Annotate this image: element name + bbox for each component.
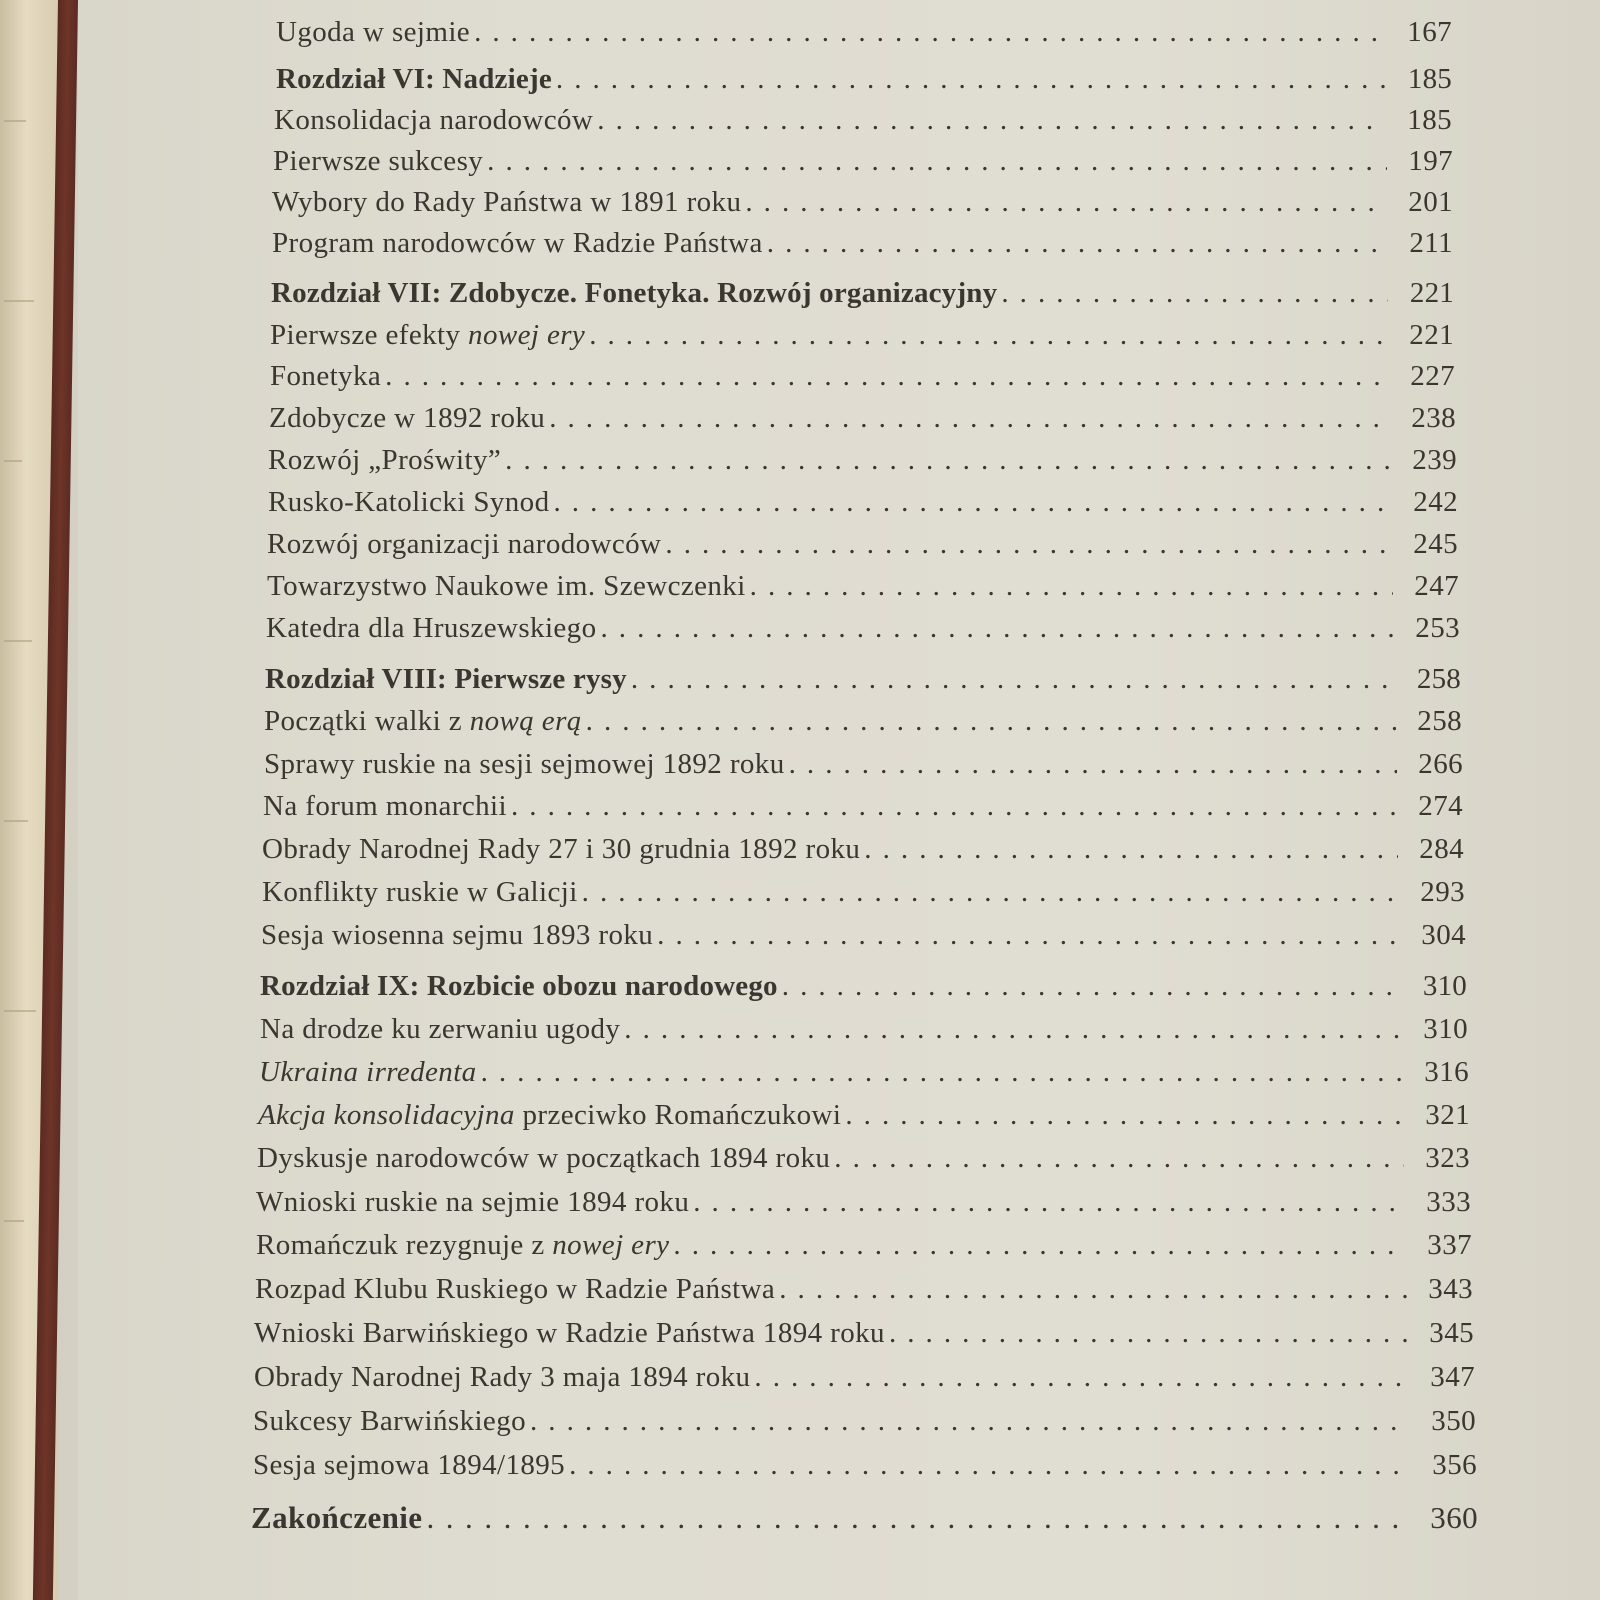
toc-entry-title-italic: nowej ery — [468, 319, 586, 351]
toc-entry-title: Pierwsze sukcesy — [273, 145, 484, 177]
toc-entry-title: Sesja sejmowa 1894/1895 — [253, 1449, 566, 1481]
toc-row — [255, 1273, 1473, 1306]
toc-leader-dots — [782, 970, 1401, 1003]
toc-page-number: 239 — [1412, 444, 1457, 476]
toc-leader-dots — [586, 705, 1396, 738]
toc-page-number: 316 — [1424, 1056, 1469, 1088]
toc-page-number: 310 — [1423, 1013, 1468, 1045]
toc-entry-title — [259, 1056, 481, 1089]
toc-row — [270, 360, 1455, 393]
toc-entry-title: Rozdział VI: Nadzieje — [276, 63, 552, 95]
toc-page-number: 284 — [1419, 833, 1464, 865]
toc-leader-dots — [750, 570, 1393, 603]
toc-leader-dots — [556, 63, 1386, 96]
toc-page-number: 347 — [1430, 1361, 1475, 1393]
toc-row — [264, 748, 1463, 781]
toc-page-number: 350 — [1431, 1405, 1476, 1437]
toc-leader-dots — [589, 319, 1388, 352]
toc-entry-title — [258, 1099, 845, 1132]
toc-entry-title-italic: Akcja konsolidacyjna — [258, 1099, 515, 1131]
toc-leader-dots — [767, 227, 1387, 260]
toc-row — [260, 1013, 1468, 1046]
toc-page-number: 337 — [1427, 1229, 1472, 1261]
toc-entry-title-part: Pierwsze efekty — [270, 319, 469, 351]
toc-page-number: 238 — [1411, 402, 1456, 434]
toc-entry-title: Zdobycze w 1892 roku — [269, 402, 546, 434]
toc-entry-title: Obrady Narodnej Rady 3 maja 1894 roku — [254, 1361, 751, 1393]
toc-page-number: 304 — [1421, 919, 1466, 951]
toc-page-number: 310 — [1422, 970, 1467, 1002]
toc-row — [256, 1186, 1471, 1219]
toc-entry-title: Na forum monarchii — [263, 790, 507, 822]
toc-entry-title: Rozdział IX: Rozbicie obozu narodowego — [260, 970, 778, 1002]
toc-entry-title-part: przeciwko Romańczukowi — [514, 1099, 842, 1131]
toc-entry-title-part: Początki walki z — [264, 705, 470, 737]
toc-page-number: 253 — [1415, 612, 1460, 644]
toc-leader-dots — [553, 486, 1392, 519]
toc-entry-title: Konflikty ruskie w Galicji — [262, 876, 578, 908]
toc-leader-dots — [505, 444, 1391, 477]
toc-row — [256, 1229, 1472, 1262]
toc-entry-title: Obrady Narodnej Rady 27 i 30 grudnia 1892 roku — [262, 833, 861, 865]
toc-entry-title: Towarzystwo Naukowe im. Szewczenki — [267, 570, 746, 602]
toc-page-number: 258 — [1417, 705, 1462, 737]
toc-entry-title: Zakończenie — [251, 1500, 423, 1535]
toc-leader-dots — [624, 1013, 1402, 1046]
toc-page-number: 345 — [1429, 1317, 1474, 1349]
toc-row — [272, 186, 1453, 219]
toc-page-number: 333 — [1426, 1186, 1471, 1218]
toc-leader-dots — [789, 748, 1397, 781]
toc-leader-dots — [834, 1142, 1404, 1175]
toc-entry-title-italic: nową erą — [469, 705, 582, 737]
toc-page-number: 321 — [1425, 1099, 1470, 1131]
toc-entry-title: Fonetyka — [270, 360, 382, 392]
toc-row — [276, 16, 1452, 49]
toc-leader-dots — [745, 186, 1387, 219]
toc-entry-title: Rozpad Klubu Ruskiego w Radzie Państwa — [255, 1273, 776, 1305]
toc-page-number: 360 — [1430, 1500, 1478, 1535]
toc-leader-dots — [845, 1099, 1404, 1132]
toc-entry-title: Konsolidacja narodowców — [274, 104, 594, 136]
toc-page-number: 293 — [1420, 876, 1465, 908]
toc-row — [270, 319, 1454, 352]
toc-entry-title: Wybory do Rady Państwa w 1891 roku — [272, 186, 742, 218]
toc-row — [273, 145, 1453, 178]
toc-page-number: 245 — [1413, 528, 1458, 560]
toc-page-number: 185 — [1407, 63, 1452, 95]
toc-row — [261, 919, 1466, 952]
toc-entry-title — [270, 319, 589, 352]
toc-entry-title: Rozdział VII: Zdobycze. Fonetyka. Rozwój organizacyjny — [271, 277, 998, 309]
toc-row — [267, 528, 1458, 561]
toc-leader-dots — [530, 1405, 1410, 1438]
toc-row — [266, 612, 1460, 645]
toc-row — [267, 570, 1459, 603]
toc-entry-title-part: Romańczuk rezygnuje z — [256, 1229, 553, 1261]
toc-leader-dots — [474, 16, 1386, 49]
toc-leader-dots — [779, 1273, 1407, 1306]
toc-entry-title: Dyskusje narodowców w początkach 1894 roku — [257, 1142, 831, 1174]
toc-leader-dots — [511, 790, 1397, 823]
toc-page-number: 221 — [1409, 319, 1454, 351]
toc-entry-title: Sukcesy Barwińskiego — [253, 1405, 526, 1437]
toc-row — [262, 833, 1464, 866]
toc-row — [268, 486, 1458, 519]
toc-row — [263, 790, 1463, 823]
toc-leader-dots — [481, 1056, 1403, 1089]
toc-page-number: 323 — [1425, 1142, 1470, 1174]
toc-row — [274, 104, 1452, 137]
toc-leader-dots — [597, 104, 1386, 137]
toc-entry-title: Rozwój „Proświty” — [268, 444, 502, 476]
toc-row — [254, 1361, 1475, 1394]
toc-row — [254, 1317, 1474, 1350]
toc-leader-dots — [601, 612, 1395, 645]
toc-chapter-row — [260, 970, 1467, 1003]
toc-row — [257, 1142, 1470, 1175]
toc-row — [259, 1056, 1469, 1089]
toc-page-number: 258 — [1416, 663, 1461, 695]
toc-page-number: 201 — [1408, 186, 1453, 218]
toc-entry-title: Katedra dla Hruszewskiego — [266, 612, 597, 644]
toc-page-number: 221 — [1409, 277, 1454, 309]
toc-entry-title — [256, 1229, 673, 1262]
toc-row — [258, 1099, 1470, 1132]
toc-entry-title: Rozwój organizacji narodowców — [267, 528, 662, 560]
toc-row — [253, 1449, 1477, 1482]
toc-entry-title: Ugoda w sejmie — [276, 16, 471, 48]
toc-page-number: 247 — [1414, 570, 1459, 602]
toc-leader-dots — [549, 402, 1390, 435]
toc-page-number: 356 — [1432, 1449, 1477, 1481]
toc-leader-dots — [657, 919, 1400, 952]
toc-entry-title: Rozdział VIII: Pierwsze rysy — [265, 663, 627, 695]
toc-leader-dots — [631, 663, 1395, 696]
toc-page-number: 185 — [1407, 104, 1452, 136]
toc-entry-title: Wnioski ruskie na sejmie 1894 roku — [256, 1186, 690, 1218]
toc-row — [268, 444, 1457, 477]
toc-entry-title: Na drodze ku zerwaniu ugody — [260, 1013, 621, 1045]
toc-leader-dots — [889, 1317, 1408, 1350]
toc-leader-dots — [673, 1229, 1406, 1262]
toc-entry-title: Program narodowców w Radzie Państwa — [272, 227, 763, 259]
toc-leader-dots — [426, 1500, 1412, 1536]
toc-entry-title: Rusko-Katolicki Synod — [268, 486, 550, 518]
toc-row — [253, 1405, 1476, 1438]
toc-final-row — [251, 1500, 1478, 1536]
toc-leader-dots — [754, 1361, 1409, 1394]
toc-leader-dots — [582, 876, 1399, 909]
toc-chapter-row — [276, 63, 1452, 96]
toc-leader-dots — [487, 145, 1387, 178]
toc-leader-dots — [1001, 277, 1388, 310]
toc-page-number: 167 — [1407, 16, 1452, 48]
toc-entry-title-italic: nowej ery — [552, 1229, 670, 1261]
toc-leader-dots — [385, 360, 1389, 393]
toc-page-number: 343 — [1428, 1273, 1473, 1305]
toc-row — [262, 876, 1465, 909]
toc-entry-title: Wnioski Barwińskiego w Radzie Państwa 1894 roku — [254, 1317, 885, 1349]
toc-entry-title: Sprawy ruskie na sesji sejmowej 1892 roku — [264, 748, 785, 780]
toc-page-number: 266 — [1418, 748, 1463, 780]
toc-page-number: 274 — [1418, 790, 1463, 822]
toc-page-number: 211 — [1409, 227, 1453, 259]
toc-chapter-row — [271, 277, 1454, 310]
toc-page-number: 227 — [1410, 360, 1455, 392]
toc-row — [264, 705, 1462, 738]
toc-entry-title: Sesja wiosenna sejmu 1893 roku — [261, 919, 654, 951]
toc-entry-title-italic: Ukraina irredenta — [259, 1056, 477, 1088]
toc-leader-dots — [693, 1186, 1405, 1219]
toc-row — [272, 227, 1453, 260]
toc-leader-dots — [569, 1449, 1411, 1482]
toc-leader-dots — [665, 528, 1392, 561]
toc-chapter-row — [265, 663, 1461, 696]
toc-leader-dots — [864, 833, 1398, 866]
toc-page-number: 242 — [1413, 486, 1458, 518]
toc-entry-title — [264, 705, 586, 738]
toc-row — [269, 402, 1456, 435]
toc-page-number: 197 — [1408, 145, 1453, 177]
